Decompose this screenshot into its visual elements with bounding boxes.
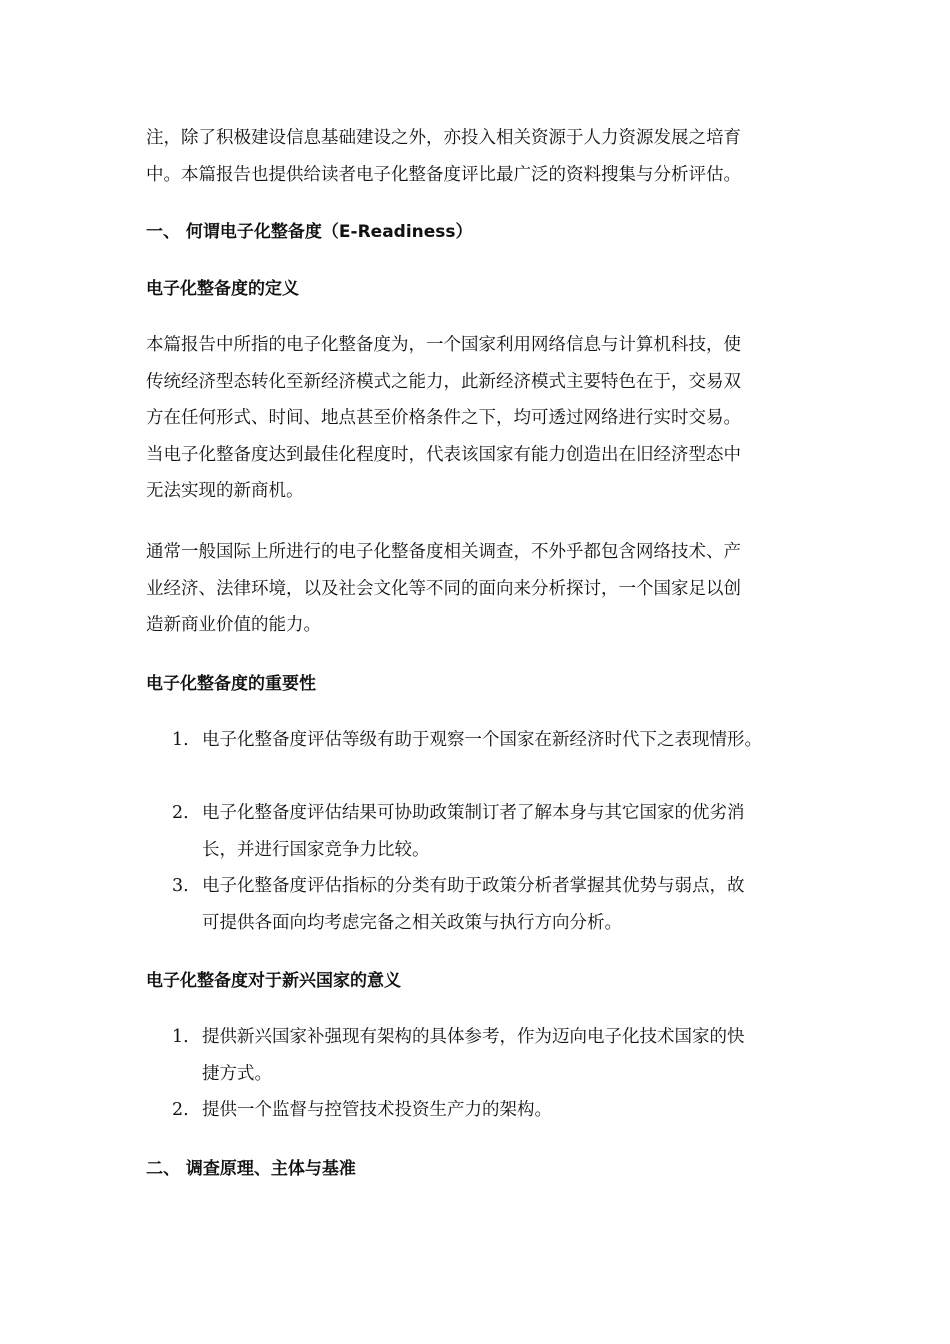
- list-item-text: 电子化整备度评估等级有助于观察一个国家在新经济时代下之表现情形。: [202, 730, 762, 750]
- list-item-text: 电子化整备度评估结果可协助政策制订者了解本身与其它国家的优劣消: [202, 803, 745, 823]
- list-item-text: 可提供各面向均考虑完备之相关政策与执行方向分析。: [202, 912, 622, 933]
- list-item-text: 电子化整备度评估指标的分类有助于政策分析者掌握其优势与弱点，故: [202, 876, 745, 896]
- importance-list: [146, 795, 745, 941]
- list-number: 3.: [172, 876, 189, 896]
- paragraph-line: 当电子化整备度达到最佳化程度时，代表该国家有能力创造出在旧经济型态中: [146, 444, 741, 465]
- paragraph-line: 无法实现的新商机。: [146, 481, 304, 501]
- paragraph-line: 造新商业价值的能力。: [146, 615, 321, 635]
- list-item: [146, 722, 846, 759]
- list-item: [146, 795, 745, 868]
- list-item: [146, 1092, 745, 1129]
- intro-paragraph: [146, 120, 741, 193]
- list-item-text: 提供新兴国家补强现有架构的具体参考，作为迈向电子化技术国家的快: [202, 1027, 745, 1047]
- list-item: [146, 868, 745, 941]
- list-item-text: 长，并进行国家竞争力比较。: [202, 839, 430, 860]
- definition-paragraph-1: [146, 327, 741, 510]
- paragraph-line: 方在任何形式、时间、地点甚至价格条件之下，均可透过网络进行实时交易。: [146, 408, 741, 428]
- intro-line: 中。本篇报告也提供给读者电子化整备度评比最广泛的资料搜集与分析评估。: [146, 164, 741, 185]
- list-number: 1.: [172, 1027, 189, 1047]
- paragraph-line: 传统经济型态转化至新经济模式之能力，此新经济模式主要特色在于，交易双: [146, 371, 741, 392]
- emerging-list: [146, 1019, 745, 1129]
- importance-list: [146, 722, 846, 759]
- list-number: 1.: [172, 730, 189, 750]
- paragraph-line: 业经济、法律环境，以及社会文化等不同的面向来分析探讨，一个国家足以创: [146, 578, 741, 599]
- list-item-text: 捷方式。: [202, 1063, 272, 1084]
- definition-paragraph-2: [146, 534, 741, 644]
- emerging-heading: 电子化整备度对于新兴国家的意义: [146, 971, 401, 991]
- paragraph-line: 通常一般国际上所进行的电子化整备度相关调查，不外乎都包含网络技术、产: [146, 542, 741, 562]
- intro-line: 注，除了积极建设信息基础建设之外，亦投入相关资源于人力资源发展之培育: [146, 128, 741, 148]
- definition-heading: 电子化整备度的定义: [146, 279, 299, 299]
- importance-heading: 电子化整备度的重要性: [146, 674, 316, 694]
- list-number: 2.: [172, 803, 189, 823]
- list-item: [146, 1019, 745, 1092]
- section-heading-1: 一、 何谓电子化整备度（E-Readiness）: [146, 222, 473, 242]
- paragraph-line: 本篇报告中所指的电子化整备度为，一个国家利用网络信息与计算机科技，使: [146, 335, 741, 355]
- list-number: 2.: [172, 1100, 189, 1120]
- list-item-text: 提供一个监督与控管技术投资生产力的架构。: [202, 1100, 552, 1120]
- section-heading-2: 二、 调查原理、主体与基准: [146, 1159, 356, 1179]
